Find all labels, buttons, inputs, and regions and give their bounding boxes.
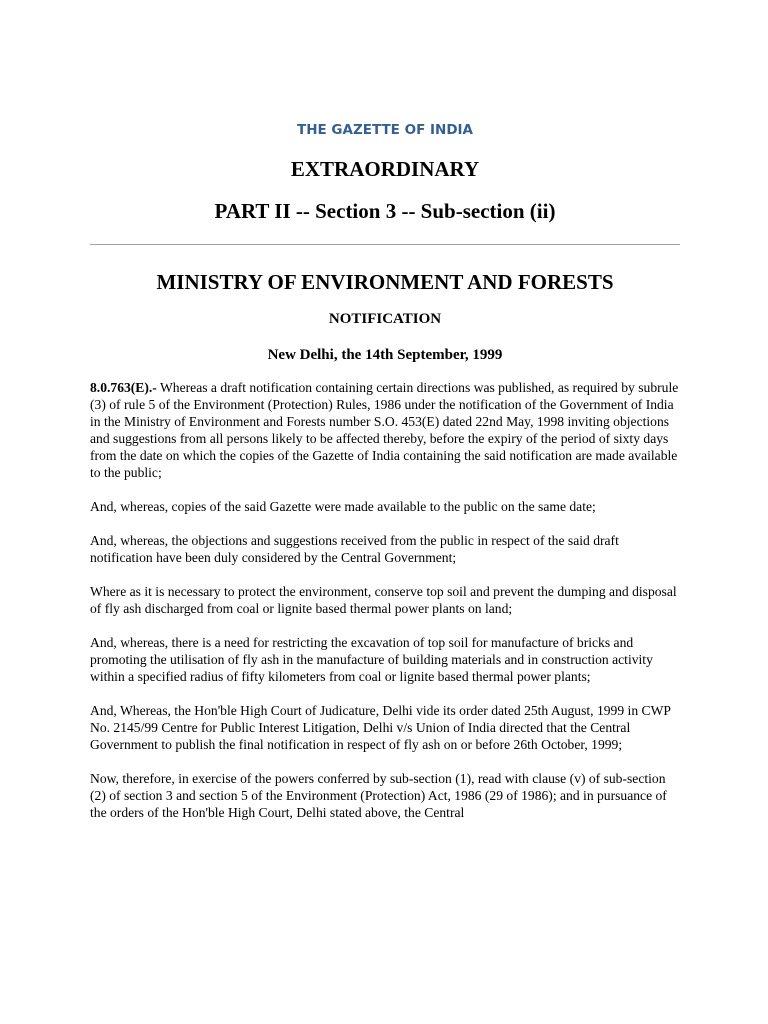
paragraph-1-text: Whereas a draft notification containing certain directions was published, as required by subrule (3) of rule 5 of the Environment (Protection) Rules, 1986 under the notification of the Government of India in the Ministry of Environment and Forests number S.O. 453(E) dated 22nd May, 1998 inviting objections and suggestions from all persons likely to be affected thereby, before the expiry of the period of sixty days from the date on which the copies of the Gazette of India containing the said notification are made available to the public; xyxy=(90,380,679,480)
extraordinary-heading: EXTRAORDINARY xyxy=(290,157,480,181)
paragraph-7: Now, therefore, in exercise of the powers conferred by sub-section (1), read with clause (v) of sub-section (2) of section 3 and section 5 of the Environment (Protection) Act, 1986 (29 of 1986); and in pursuance of the orders of the Hon'ble High Court, Delhi stated above, the Central xyxy=(90,771,667,820)
part-section-heading: PART II -- Section 3 -- Sub-section (ii) xyxy=(214,199,556,223)
paragraph-2: And, whereas, copies of the said Gazette were made available to the public on the same date; xyxy=(90,499,596,514)
paragraph-5: And, whereas, there is a need for restricting the excavation of top soil for manufacture of bricks and promoting the utilisation of fly ash in the manufacture of building materials and in construction activity within a specified radius of fifty kilometers from coal or lignite based thermal power plants; xyxy=(90,635,653,684)
notification-reference: 8.0.763(E).- xyxy=(90,380,157,395)
ministry-heading: MINISTRY OF ENVIRONMENT AND FORESTS xyxy=(156,270,614,294)
paragraph-1 xyxy=(90,379,680,481)
gazette-title: THE GAZETTE OF INDIA xyxy=(296,122,473,138)
notification-heading: NOTIFICATION xyxy=(328,311,442,327)
paragraph-6: And, Whereas, the Hon'ble High Court of Judicature, Delhi vide its order dated 25th August, 1999 in CWP No. 2145/99 Centre for Public Interest Litigation, Delhi v/s Union of India directed that the Central Government to publish the final notification in respect of fly ash on or before 26th October, 1999; xyxy=(90,703,671,752)
paragraph-3: And, whereas, the objections and suggestions received from the public in respect of the said draft notification have been duly considered by the Central Government; xyxy=(90,533,619,565)
horizontal-divider xyxy=(90,244,680,245)
paragraph-4: Where as it is necessary to protect the environment, conserve top soil and prevent the dumping and disposal of fly ash discharged from coal or lignite based thermal power plants on land; xyxy=(90,584,677,616)
dateline: New Delhi, the 14th September, 1999 xyxy=(267,347,503,363)
